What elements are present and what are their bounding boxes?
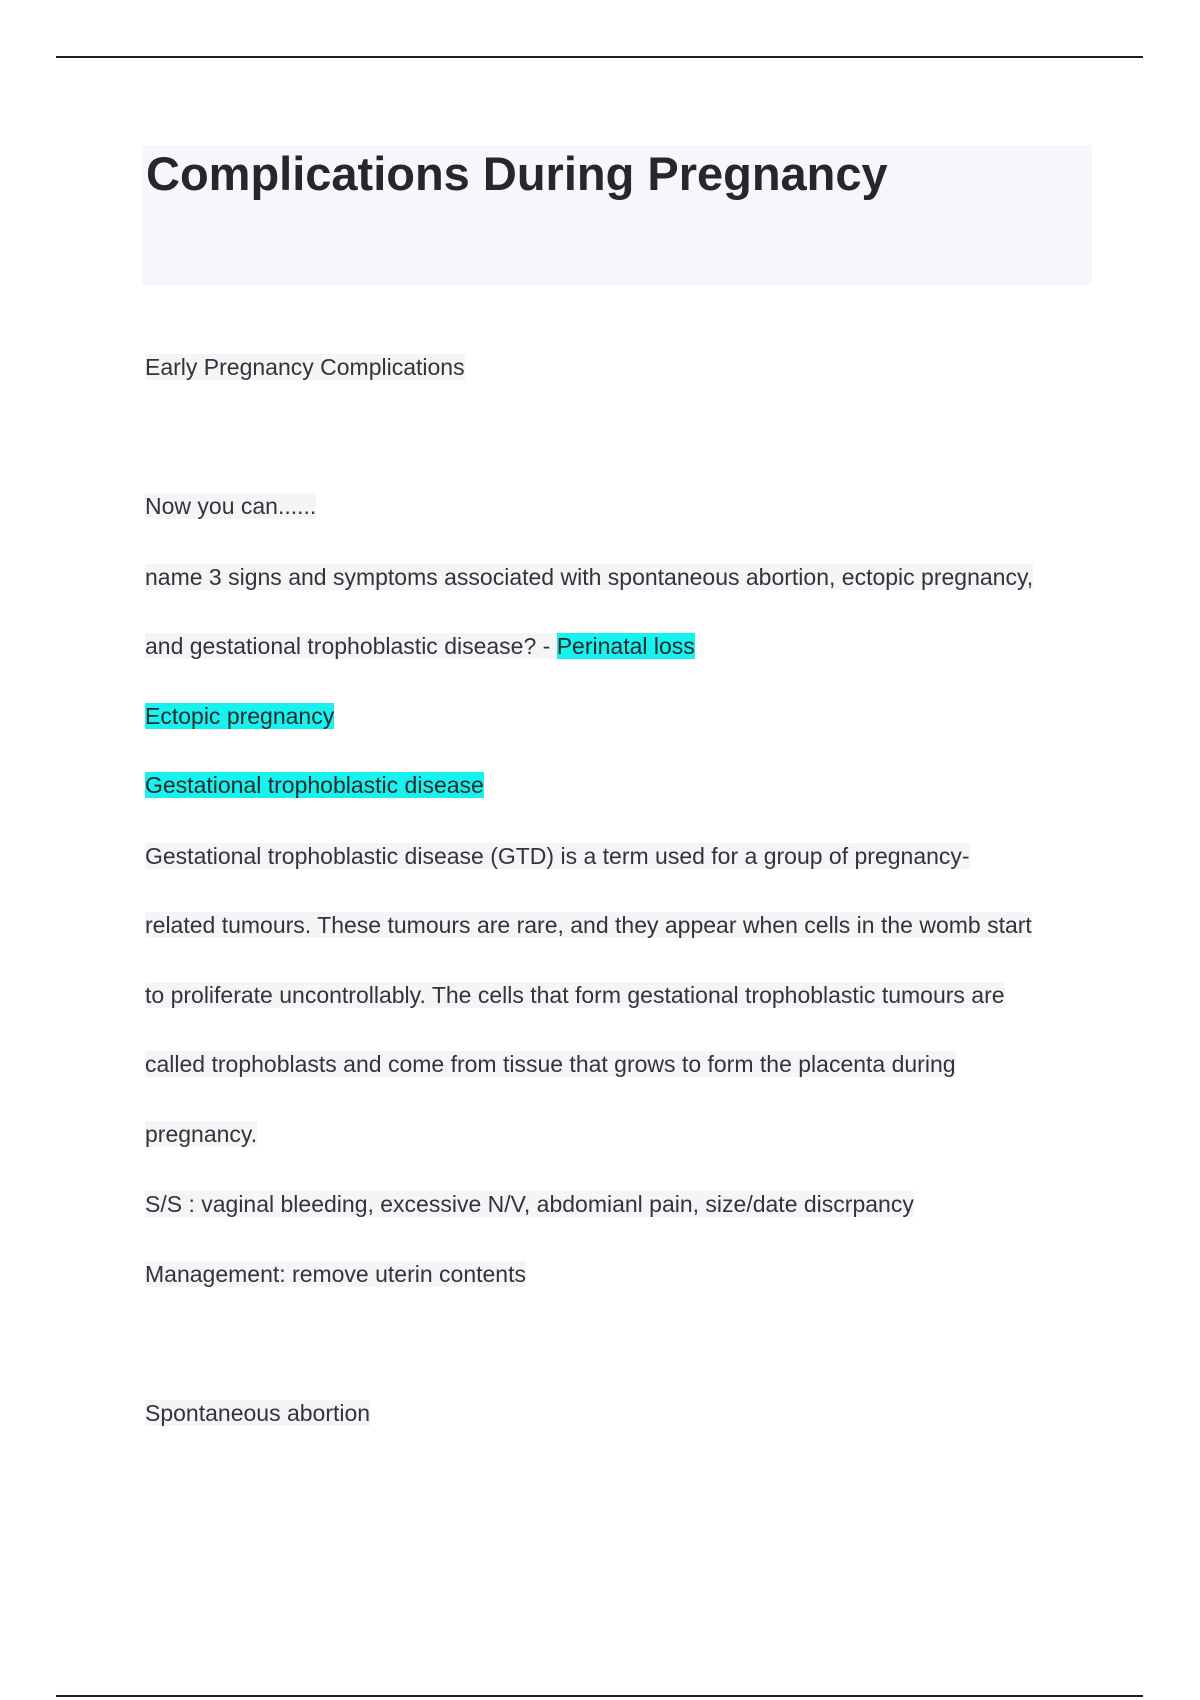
gtd-paragraph-line-2: related tumours. These tumours are rare, and they appear when cells in the womb start — [145, 912, 1032, 938]
gtd-paragraph-line-5: pregnancy. — [145, 1121, 258, 1147]
question-line-2: and gestational trophoblastic disease? - Perinatal loss — [145, 633, 695, 659]
gtd-paragraph-line-3: to proliferate uncontrollably. The cells that form gestational trophoblastic tumours are — [145, 982, 1005, 1008]
highlight-gestational-trophoblastic-disease: Gestational trophoblastic disease — [145, 772, 484, 798]
bottom-rule — [56, 1695, 1143, 1697]
page-title: Complications During Pregnancy — [146, 147, 888, 200]
section-heading: Early Pregnancy Complications — [145, 354, 465, 380]
gtd-paragraph-line-4: called trophoblasts and come from tissue that grows to form the placenta during — [145, 1051, 956, 1077]
next-section-heading: Spontaneous abortion — [145, 1400, 371, 1426]
management-line: Management: remove uterin contents — [145, 1261, 526, 1287]
highlight-ectopic-pregnancy: Ectopic pregnancy — [145, 703, 335, 729]
answer-highlight-perinatal-loss: Perinatal loss — [556, 633, 695, 659]
gtd-paragraph-line-1: Gestational trophoblastic disease (GTD) is a term used for a group of pregnancy- — [145, 843, 970, 869]
question-line-1: name 3 signs and symptoms associated with spontaneous abortion, ectopic pregnancy, — [145, 564, 1034, 590]
title-banner — [142, 145, 1092, 285]
top-rule — [56, 56, 1143, 58]
signs-symptoms-line: S/S : vaginal bleeding, excessive N/V, abdomianl pain, size/date discrpancy — [145, 1191, 914, 1217]
intro-text: Now you can...... — [145, 493, 317, 519]
